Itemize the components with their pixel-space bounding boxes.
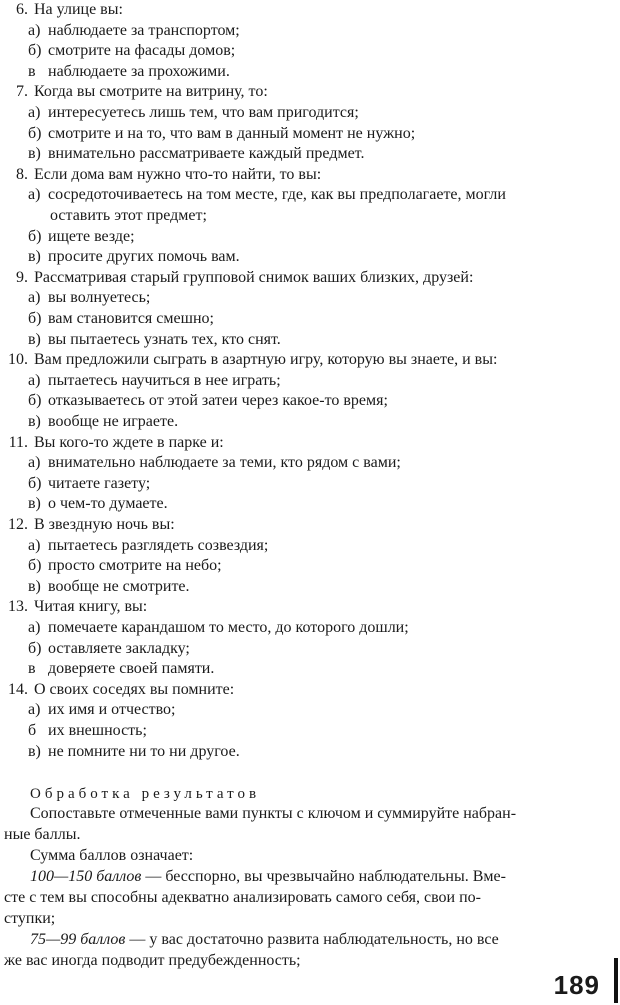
question-text: О своих соседях вы помните:	[34, 681, 235, 698]
option-text: смотрите и на то, что вам в данный момент не нужно;	[48, 125, 416, 142]
answer-option	[28, 453, 401, 473]
answer-option	[28, 536, 268, 556]
option-letter: а)	[28, 104, 41, 121]
option-text: вы пытаетесь узнать тех, кто снят.	[48, 331, 281, 348]
option-letter: в)	[28, 743, 41, 760]
option-letter: б)	[28, 228, 42, 245]
option-letter: а)	[28, 22, 41, 39]
option-text: их имя и отчество;	[48, 701, 176, 718]
question-text: В звездную ночь вы:	[34, 516, 175, 533]
option-letter: б)	[28, 125, 42, 142]
answer-option	[28, 330, 281, 350]
results-sum-line: Сумма баллов означает:	[30, 847, 194, 864]
results-intro-line-2: ные баллы.	[4, 826, 81, 843]
option-letter: б)	[28, 392, 42, 409]
option-text: не помните ни то ни другое.	[48, 743, 240, 760]
option-text: доверяете своей памяти.	[48, 660, 215, 677]
results-section-title: Обработка результатов	[30, 786, 261, 802]
option-text: ищете везде;	[48, 228, 135, 245]
question-heading	[6, 268, 473, 288]
option-text: наблюдаете за транспортом;	[48, 22, 240, 39]
result-1-line-1	[30, 867, 506, 887]
answer-option	[28, 185, 506, 205]
question-number: 7.	[16, 83, 28, 100]
answer-option	[28, 742, 240, 762]
answer-option	[28, 412, 178, 432]
result-2-text: — у вас достаточно развита наблюдательность, но все	[125, 931, 499, 948]
option-letter: в	[28, 63, 36, 80]
question-heading	[6, 82, 268, 102]
question-heading	[6, 165, 321, 185]
option-text: внимательно рассматриваете каждый предмет.	[48, 145, 365, 162]
answer-option	[28, 371, 281, 391]
question-text: Когда вы смотрите на витрину, то:	[34, 83, 268, 100]
option-letter: а)	[28, 186, 41, 203]
answer-option	[28, 21, 240, 41]
option-letter: б)	[28, 310, 42, 327]
question-text: На улице вы:	[34, 1, 123, 18]
option-text: пытаетесь разглядеть созвездия;	[48, 537, 269, 554]
answer-option	[28, 659, 214, 679]
question-number: 6.	[16, 1, 28, 18]
question-text: Вы кого-то ждете в парке и:	[34, 434, 224, 451]
answer-option	[28, 391, 388, 411]
option-text: вообще не играете.	[48, 413, 179, 430]
answer-option	[28, 639, 190, 659]
question-number: 10.	[8, 351, 28, 368]
question-text: Вам предложили сыграть в азартную игру, которую вы знаете, и вы:	[34, 351, 498, 368]
option-text: наблюдаете за прохожими.	[48, 63, 230, 80]
question-text: Рассматривая старый групповой снимок ваших близких, друзей:	[34, 269, 474, 286]
answer-option	[28, 41, 235, 61]
option-letter: в)	[28, 413, 41, 430]
question-number: 12.	[8, 516, 28, 533]
page-number: 189	[553, 970, 600, 1000]
option-text: вообще не смотрите.	[48, 578, 190, 595]
option-letter: в)	[28, 331, 41, 348]
answer-option	[28, 618, 409, 638]
option-letter: а)	[28, 537, 41, 554]
result-1-line-3: ступки;	[4, 910, 56, 927]
answer-option	[28, 700, 175, 720]
result-1-text: — бесспорно, вы чрезвычайно наблюдательны. Вме-	[141, 868, 506, 885]
option-text: отказываетесь от этой затеи через какое-то время;	[48, 392, 388, 409]
option-letter: в)	[28, 248, 41, 265]
question-heading	[6, 680, 234, 700]
option-letter: б	[28, 722, 37, 739]
question-heading	[6, 0, 123, 20]
option-text: сосредоточиваетесь на том месте, где, как вы предполагаете, могли	[48, 186, 506, 203]
answer-option	[28, 62, 230, 82]
option-letter: б)	[28, 42, 42, 59]
answer-option	[28, 124, 415, 144]
answer-option	[28, 247, 240, 267]
question-number: 13.	[8, 598, 28, 615]
answer-option	[28, 556, 222, 576]
answer-option	[28, 721, 147, 741]
option-text: вам становится смешно;	[48, 310, 214, 327]
answer-option	[28, 309, 214, 329]
page-edge-mark	[614, 958, 618, 1003]
question-number: 8.	[16, 166, 28, 183]
answer-option	[28, 577, 190, 597]
option-text: пытаетесь научиться в нее играть;	[48, 372, 281, 389]
question-number: 14.	[8, 681, 28, 698]
question-text: Читая книгу, вы:	[34, 598, 148, 615]
option-text: интересуетесь лишь тем, что вам пригодится;	[48, 104, 359, 121]
answer-option	[28, 227, 135, 247]
option-letter: в)	[28, 578, 41, 595]
answer-option	[28, 474, 150, 494]
result-1-range: 100—150 баллов	[30, 868, 142, 885]
result-2-line-2: же вас иногда подводит предубежденность;	[4, 952, 301, 969]
option-text: оставляете закладку;	[48, 640, 190, 657]
option-text: их внешность;	[48, 722, 147, 739]
option-text: вы волнуетесь;	[48, 289, 151, 306]
question-heading	[6, 515, 175, 535]
option-letter: б)	[28, 557, 42, 574]
option-letter: б)	[28, 640, 42, 657]
result-2-range: 75—99 баллов	[30, 931, 126, 948]
question-number: 9.	[16, 269, 28, 286]
option-text-continuation: оставить этот предмет;	[50, 207, 207, 224]
answer-option	[28, 288, 150, 308]
option-letter: в	[28, 660, 36, 677]
option-letter: а)	[28, 372, 41, 389]
question-number: 11.	[8, 434, 28, 451]
option-letter: а)	[28, 701, 41, 718]
option-letter: а)	[28, 454, 41, 471]
question-heading	[6, 433, 224, 453]
question-text: Если дома вам нужно что-то найти, то вы:	[34, 166, 322, 183]
option-text: внимательно наблюдаете за теми, кто рядом с вами;	[48, 454, 401, 471]
results-intro-line-1: Сопоставьте отмеченные вами пункты с ключом и суммируйте набран-	[30, 805, 517, 822]
option-text: смотрите на фасады домов;	[48, 42, 236, 59]
option-text: просто смотрите на небо;	[48, 557, 222, 574]
option-text: просите других помочь вам.	[48, 248, 240, 265]
option-letter: в)	[28, 495, 41, 512]
answer-option	[28, 144, 364, 164]
option-letter: а)	[28, 289, 41, 306]
question-heading	[6, 597, 147, 617]
result-2-line-1	[30, 930, 499, 950]
option-letter: б)	[28, 475, 42, 492]
answer-option	[28, 103, 359, 123]
answer-option	[28, 494, 168, 514]
option-text: о чем-то думаете.	[48, 495, 168, 512]
question-heading	[6, 350, 497, 370]
option-text: помечаете карандашом то место, до которого дошли;	[48, 619, 409, 636]
option-letter: в)	[28, 145, 41, 162]
option-letter: а)	[28, 619, 41, 636]
result-1-line-2: сте с тем вы способны адекватно анализировать самого себя, свои по-	[4, 889, 481, 906]
option-text: читаете газету;	[48, 475, 151, 492]
